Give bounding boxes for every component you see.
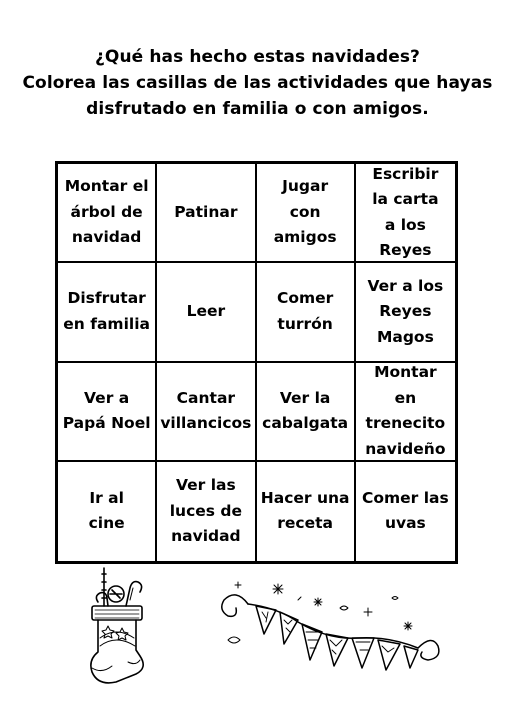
cell-label: Ir al cine	[88, 488, 125, 533]
cell-label: Ver las luces de navidad	[169, 476, 243, 546]
grid-cell-comer-turron[interactable]	[257, 263, 356, 362]
cell-label: Cantar villancicos	[160, 388, 252, 433]
grid-cell-ver-cabalgata[interactable]	[257, 363, 356, 462]
grid-cell-patinar[interactable]	[157, 164, 256, 263]
cell-label: Patinar	[174, 202, 238, 221]
cell-label: Hacer una receta	[260, 488, 350, 533]
festive-bunting-icon	[218, 578, 443, 674]
cell-label: Leer	[186, 302, 226, 321]
grid-cell-cantar-villancicos[interactable]	[157, 363, 256, 462]
grid-cell-ir-cine[interactable]	[58, 462, 157, 561]
cell-label: Ver a Papá Noel	[62, 388, 151, 433]
cell-label: Montar el árbol de navidad	[64, 177, 149, 247]
cell-label: Jugar con amigos	[273, 177, 337, 247]
grid-cell-disfrutar-familia[interactable]	[58, 263, 157, 362]
title-line-3: disfrutado en familia o con amigos.	[86, 99, 429, 119]
grid-cell-montar-arbol[interactable]	[58, 164, 157, 263]
grid-cell-ver-luces[interactable]	[157, 462, 256, 561]
grid-cell-jugar-amigos[interactable]	[257, 164, 356, 263]
cell-label: Escribir la carta a los Reyes	[372, 164, 439, 260]
grid-cell-hacer-receta[interactable]	[257, 462, 356, 561]
grid-cell-comer-uvas[interactable]	[356, 462, 455, 561]
grid-cell-montar-trenecito[interactable]	[356, 363, 455, 462]
cell-label: Ver a los Reyes Magos	[367, 276, 444, 346]
grid-cell-ver-papa-noel[interactable]	[58, 363, 157, 462]
christmas-stocking-icon	[78, 566, 160, 690]
grid-cell-escribir-carta[interactable]	[356, 164, 455, 263]
grid-cell-leer[interactable]	[157, 263, 256, 362]
cell-label: Comer las uvas	[362, 488, 449, 533]
cell-label: Ver la cabalgata	[262, 388, 349, 433]
page-title	[0, 44, 515, 122]
cell-label: Montar en trenecito navideño	[365, 363, 446, 458]
title-line-1: ¿Qué has hecho estas navidades?	[94, 47, 421, 67]
grid-cell-ver-reyes-magos[interactable]	[356, 263, 455, 362]
activity-grid	[55, 161, 458, 564]
cell-label: Comer turrón	[276, 289, 334, 333]
title-line-2: Colorea las casillas de las actividades que hayas	[22, 73, 493, 93]
cell-label: Disfrutar en familia	[63, 289, 150, 333]
